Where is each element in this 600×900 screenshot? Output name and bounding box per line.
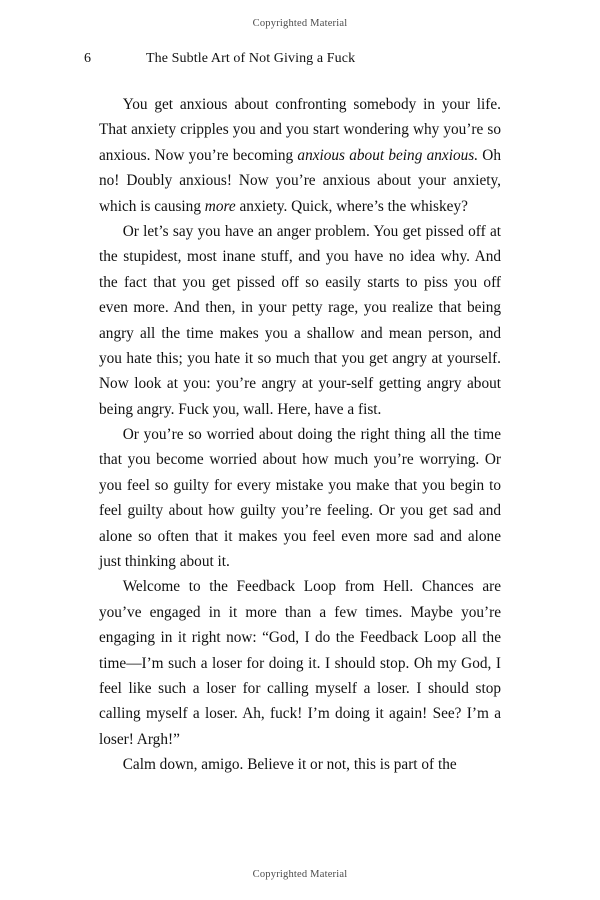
body-paragraph [99,574,501,752]
body-paragraph [99,422,501,574]
page-number: 6 [84,51,92,66]
body-text-run: Welcome to the Feedback Loop from Hell. Chances are you’ve engaged in it more than a few times. Maybe you’re engaging in it right now: “God, I do the Feedback Loop all the time—I’m such a loser for doing it. I should stop. Oh my God, I feel like such a loser for calling myself a loser. I should stop calling myself a loser. Ah, fuck! I’m doing it again! See? I’m a loser! Argh!” [99,578,501,748]
body-text-run: Calm down, amigo. Believe it or not, this is part of the [122,756,457,774]
body-text-run: anxiety. Quick, where’s the whiskey? [235,197,468,215]
body-paragraph [99,92,501,219]
body-text-run: You get anxious about confronting somebody in your life. That anxiety cripples you and you start wondering why you’re so anxious. Now you’re becoming [99,96,501,164]
book-title: The Subtle Art of Not Giving a Fuck [146,51,356,66]
body-paragraph [99,752,501,777]
body-text-run: Or you’re so worried about doing the right thing all the time that you become worried about how much you’re worrying. Or you feel so guilty for every mistake you make that you begin to feel guilty about how guilty you’re feeling. Or you get sad and alone so often that it makes you feel even more sad and alone just thinking about it. [99,426,501,571]
copyright-watermark-bottom: Copyrighted Material [252,869,348,880]
running-head [84,51,516,67]
body-text-run: Oh no! Doubly anxious! Now you’re anxious about your anxiety, which is causing [99,146,501,215]
body-text-run: Or let’s say you have an anger problem. You get pissed off at the stupidest, most inane stuff, and you have no idea why. And the fact that you get pissed off so easily starts to piss you off even more. And then, in your petty rage, you realize that being angry all the time makes you a shallow and mean person, and you hate this; you hate it so much that you get angry at yourself. Now look at you: you’re angry at your-self getting angry about being angry. Fuck you, wall. Here, have a fist. [99,222,501,418]
emphasis-text: anxious about being anxious. [297,146,479,164]
copyright-watermark-top: Copyrighted Material [252,18,348,29]
emphasis-text: more [204,197,236,215]
body-paragraph [99,219,501,422]
page-body-text [99,92,501,778]
